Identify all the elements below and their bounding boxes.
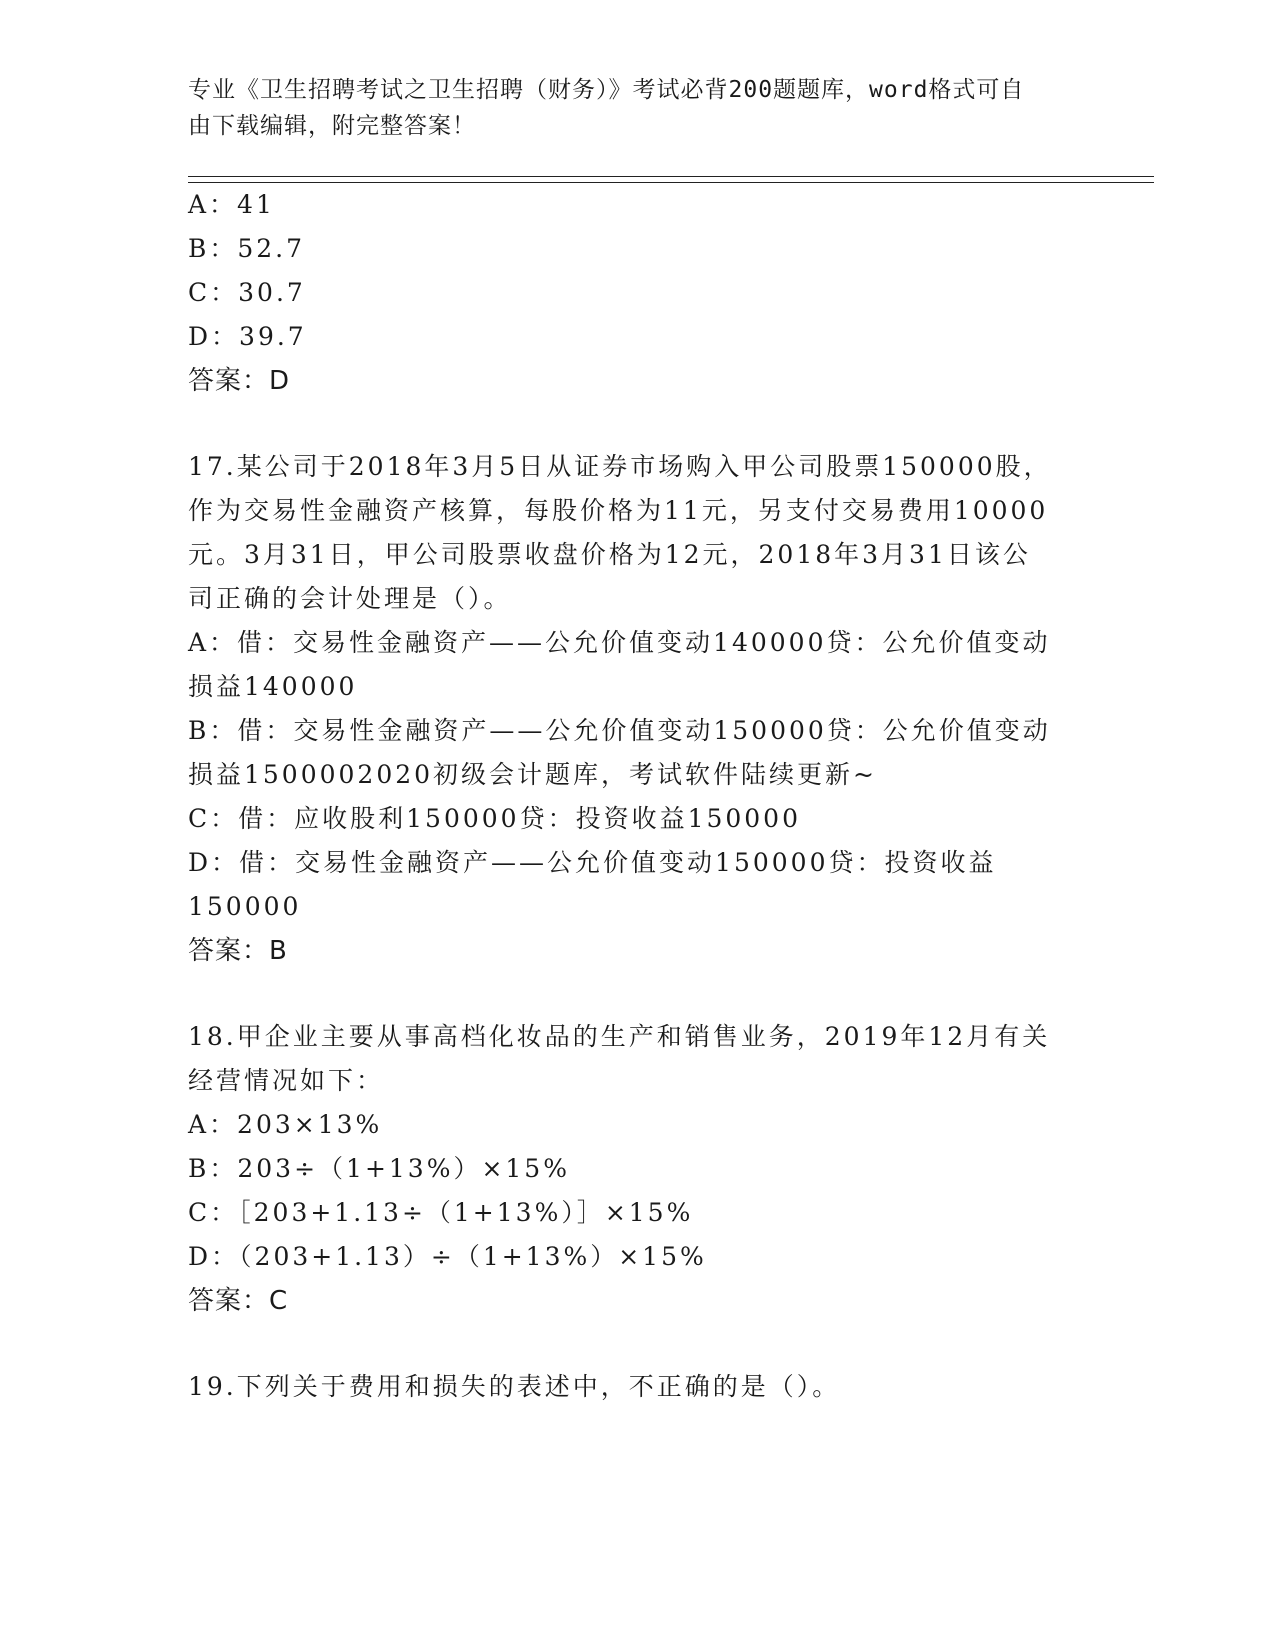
q17-stem-line-4: 司正确的会计处理是（）。 — [188, 584, 512, 613]
q17-stem-line-1: 17.某公司于2018年3月5日从证券市场购入甲公司股票150000股， — [188, 452, 1052, 481]
header-line-1: 专业《卫生招聘考试之卫生招聘（财务）》考试必背200题题库，word格式可自 — [188, 77, 1025, 103]
header-rule-top — [188, 176, 1154, 177]
q17-option-a-line-2: 损益140000 — [188, 672, 358, 701]
q18-option-d: D：（203+1.13）÷（1+13%）×15% — [188, 1242, 707, 1271]
q16-option-c: C：30.7 — [188, 278, 306, 307]
q19-stem-line-1: 19.下列关于费用和损失的表述中，不正确的是（）。 — [188, 1372, 841, 1401]
q18-option-b: B：203÷（1+13%）×15% — [188, 1154, 570, 1183]
q16-option-d: D：39.7 — [188, 322, 307, 351]
q18-stem-line-2: 经营情况如下： — [188, 1066, 385, 1095]
q17-option-a-line-1: A：借：交易性金融资产——公允价值变动140000贷：公允价值变动 — [188, 628, 1051, 657]
q17-stem-line-3: 元。3月31日，甲公司股票收盘价格为12元，2018年3月31日该公 — [188, 540, 1031, 569]
q16-option-b: B：52.7 — [188, 234, 306, 263]
q16-option-a: A：41 — [188, 190, 275, 219]
q18-answer: 答案：C — [188, 1286, 289, 1316]
q17-option-d-line-2: 150000 — [188, 892, 302, 921]
header-line-2: 由下载编辑，附完整答案！ — [188, 113, 476, 139]
document-header — [188, 72, 1068, 144]
q18-option-a: A：203×13% — [188, 1110, 383, 1139]
header-rule-bottom — [188, 182, 1154, 183]
q17-option-b-line-2: 损益1500002020初级会计题库，考试软件陆续更新~ — [188, 760, 878, 789]
q17-option-d-line-1: D：借：交易性金融资产——公允价值变动150000贷：投资收益 — [188, 848, 997, 877]
q16-answer: 答案：D — [188, 366, 291, 396]
q17-option-c: C：借：应收股利150000贷：投资收益150000 — [188, 804, 801, 833]
q18-stem-line-1: 18.甲企业主要从事高档化妆品的生产和销售业务，2019年12月有关 — [188, 1022, 1051, 1051]
q17-answer: 答案：B — [188, 936, 288, 966]
q17-stem-line-2: 作为交易性金融资产核算，每股价格为11元，另支付交易费用10000 — [188, 496, 1049, 525]
q17-option-b-line-1: B：借：交易性金融资产——公允价值变动150000贷：公允价值变动 — [188, 716, 1051, 745]
q18-option-c: C：［203+1.13÷（1+13%）］×15% — [188, 1198, 694, 1227]
